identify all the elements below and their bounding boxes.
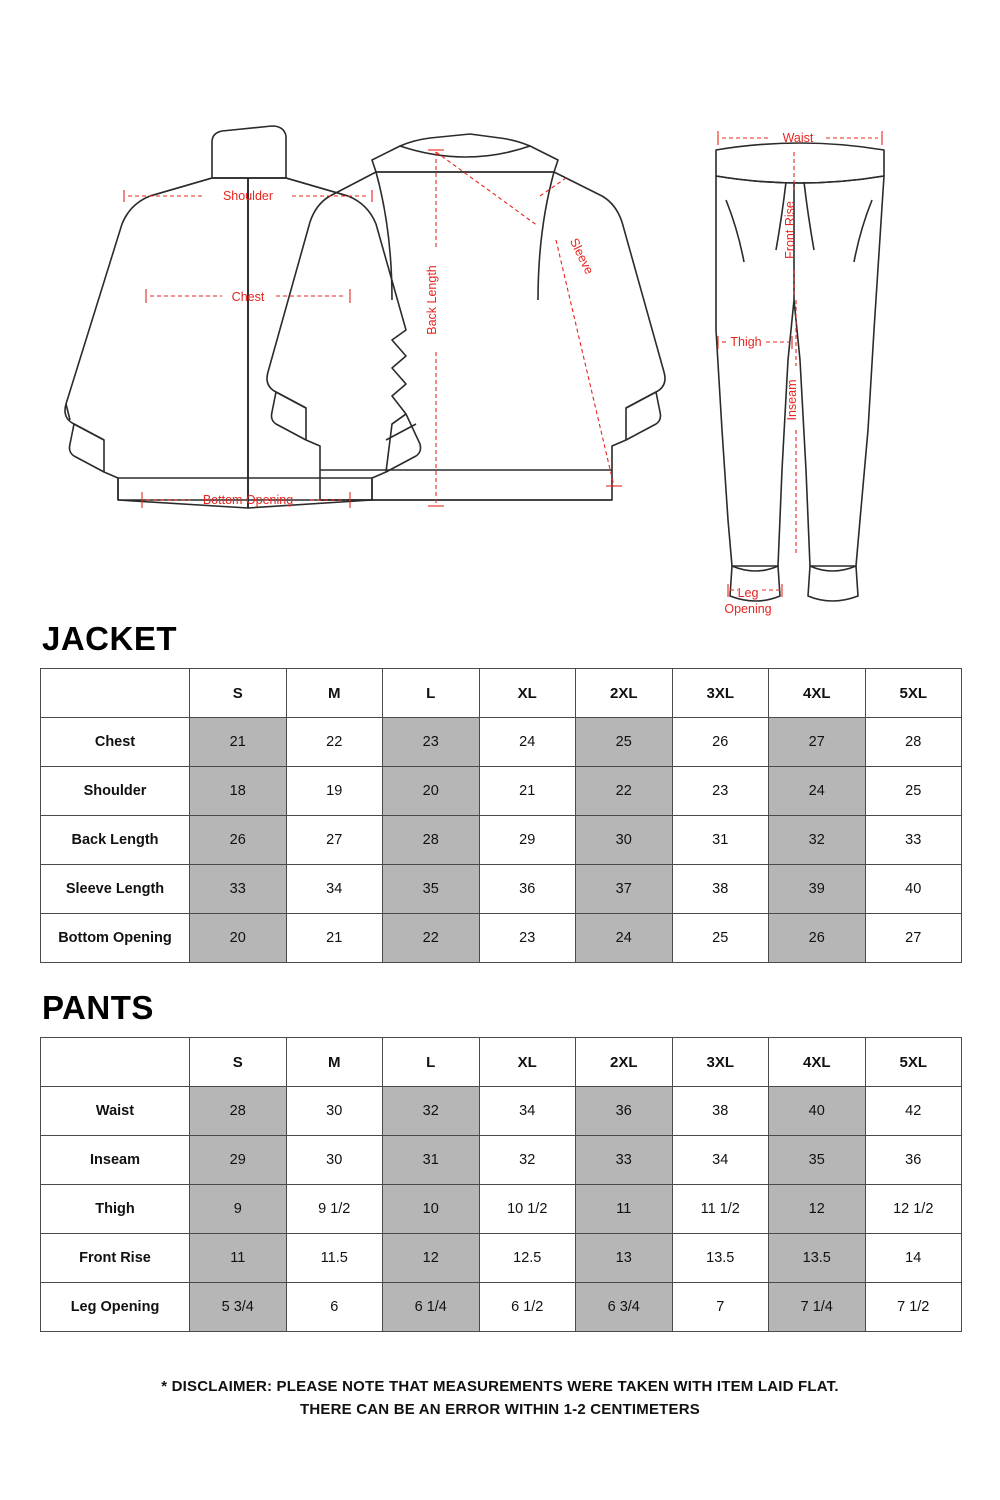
pants-cell: 32 xyxy=(383,1087,480,1136)
jacket-cell: 25 xyxy=(865,767,962,816)
jacket-cell: 25 xyxy=(672,914,769,963)
disclaimer-line-1: * DISCLAIMER: PLEASE NOTE THAT MEASUREMENTS WERE TAKEN WITH ITEM LAID FLAT. xyxy=(161,1378,839,1395)
jacket-header-corner xyxy=(41,669,190,718)
pants-cell: 7 1/4 xyxy=(769,1283,866,1332)
jacket-cell: 40 xyxy=(865,865,962,914)
jacket-cell: 37 xyxy=(576,865,673,914)
table-row xyxy=(41,914,962,963)
jacket-header-2xl: 2XL xyxy=(576,669,673,718)
jacket-cell: 25 xyxy=(576,718,673,767)
jacket-cell: 32 xyxy=(769,816,866,865)
pants-cell: 14 xyxy=(865,1234,962,1283)
pants-cell: 42 xyxy=(865,1087,962,1136)
jacket-cell: 27 xyxy=(865,914,962,963)
pants-cell: 30 xyxy=(286,1136,383,1185)
pants-cell: 10 xyxy=(383,1185,480,1234)
pants-cell: 38 xyxy=(672,1087,769,1136)
pants-cell: 11 xyxy=(576,1185,673,1234)
pants-cell: 35 xyxy=(769,1136,866,1185)
jacket-cell: 22 xyxy=(576,767,673,816)
label-shoulder: Shoulder xyxy=(222,189,274,203)
pants-cell: 29 xyxy=(190,1136,287,1185)
pants-header-3xl: 3XL xyxy=(672,1038,769,1087)
pants-cell: 6 1/4 xyxy=(383,1283,480,1332)
pants-cell: 12 1/2 xyxy=(865,1185,962,1234)
pants-row-label-thigh: Thigh xyxy=(41,1185,190,1234)
jacket-cell: 26 xyxy=(769,914,866,963)
jacket-cell: 31 xyxy=(672,816,769,865)
pants-header-2xl: 2XL xyxy=(576,1038,673,1087)
garment-diagram-area xyxy=(0,0,1000,620)
pants-cell: 7 xyxy=(672,1283,769,1332)
table-row xyxy=(41,816,962,865)
pants-cell: 12.5 xyxy=(479,1234,576,1283)
pants-header-xl: XL xyxy=(479,1038,576,1087)
pants-cell: 34 xyxy=(479,1087,576,1136)
jacket-cell: 28 xyxy=(865,718,962,767)
disclaimer-line-2: THERE CAN BE AN ERROR WITHIN 1-2 CENTIMETERS xyxy=(300,1400,700,1418)
jacket-row-label-shoulder: Shoulder xyxy=(41,767,190,816)
jacket-cell: 21 xyxy=(286,914,383,963)
jacket-cell: 30 xyxy=(576,816,673,865)
garment-diagram-svg xyxy=(0,0,1000,620)
table-row xyxy=(41,718,962,767)
jacket-header-5xl: 5XL xyxy=(865,669,962,718)
jacket-cell: 24 xyxy=(769,767,866,816)
pants-cell: 33 xyxy=(576,1136,673,1185)
jacket-cell: 21 xyxy=(479,767,576,816)
label-bottom-opening: Bottom Opening xyxy=(202,493,294,507)
table-header-row xyxy=(41,1038,962,1087)
pants-header-s: S xyxy=(190,1038,287,1087)
pants-cell: 28 xyxy=(190,1087,287,1136)
jacket-cell: 36 xyxy=(479,865,576,914)
pants-cell: 12 xyxy=(383,1234,480,1283)
table-row xyxy=(41,1185,962,1234)
pants-row-label-inseam: Inseam xyxy=(41,1136,190,1185)
pants-header-m: M xyxy=(286,1038,383,1087)
pants-cell: 34 xyxy=(672,1136,769,1185)
jacket-cell: 20 xyxy=(190,914,287,963)
pants-header-corner xyxy=(41,1038,190,1087)
pants-cell: 13.5 xyxy=(769,1234,866,1283)
pants-header-4xl: 4XL xyxy=(769,1038,866,1087)
pants-cell: 31 xyxy=(383,1136,480,1185)
pants-cell: 7 1/2 xyxy=(865,1283,962,1332)
pants-cell: 6 1/2 xyxy=(479,1283,576,1332)
jacket-cell: 19 xyxy=(286,767,383,816)
label-inseam: Inseam xyxy=(785,379,799,421)
table-row xyxy=(41,1136,962,1185)
label-thigh: Thigh xyxy=(730,335,762,349)
pants-illustration xyxy=(716,143,884,601)
jacket-header-m: M xyxy=(286,669,383,718)
jacket-cell: 26 xyxy=(672,718,769,767)
pants-cell: 9 xyxy=(190,1185,287,1234)
label-leg-opening-line2: Opening xyxy=(724,602,772,616)
pants-size-table xyxy=(40,1037,962,1332)
pants-row-label-waist: Waist xyxy=(41,1087,190,1136)
jacket-header-l: L xyxy=(383,669,480,718)
pants-cell: 30 xyxy=(286,1087,383,1136)
pants-cell: 13 xyxy=(576,1234,673,1283)
pants-cell: 32 xyxy=(479,1136,576,1185)
jacket-size-table xyxy=(40,668,962,963)
jacket-cell: 34 xyxy=(286,865,383,914)
jacket-cell: 21 xyxy=(190,718,287,767)
jacket-cell: 24 xyxy=(576,914,673,963)
jacket-header-3xl: 3XL xyxy=(672,669,769,718)
pants-cell: 6 xyxy=(286,1283,383,1332)
jacket-row-label-back-length: Back Length xyxy=(41,816,190,865)
disclaimer xyxy=(0,1376,1000,1421)
jacket-cell: 18 xyxy=(190,767,287,816)
jacket-row-label-sleeve-length: Sleeve Length xyxy=(41,865,190,914)
pants-cell: 36 xyxy=(576,1087,673,1136)
jacket-cell: 26 xyxy=(190,816,287,865)
pants-cell: 10 1/2 xyxy=(479,1185,576,1234)
jacket-cell: 24 xyxy=(479,718,576,767)
table-row xyxy=(41,1283,962,1332)
jacket-header-xl: XL xyxy=(479,669,576,718)
jacket-cell: 27 xyxy=(286,816,383,865)
pants-cell: 36 xyxy=(865,1136,962,1185)
pants-cell: 11 xyxy=(190,1234,287,1283)
jacket-section-title: JACKET xyxy=(42,620,178,657)
jacket-front-illustration xyxy=(65,126,421,508)
pants-row-label-leg-opening: Leg Opening xyxy=(41,1283,190,1332)
jacket-cell: 23 xyxy=(479,914,576,963)
jacket-row-label-bottom-opening: Bottom Opening xyxy=(41,914,190,963)
pants-section-title: PANTS xyxy=(42,989,154,1026)
pants-cell: 40 xyxy=(769,1087,866,1136)
label-leg-opening-line1: Leg xyxy=(737,586,759,600)
label-front-rise: Front Rise xyxy=(783,201,797,259)
jacket-cell: 22 xyxy=(286,718,383,767)
pants-cell: 12 xyxy=(769,1185,866,1234)
jacket-cell: 38 xyxy=(672,865,769,914)
pants-row-label-front-rise: Front Rise xyxy=(41,1234,190,1283)
jacket-cell: 27 xyxy=(769,718,866,767)
jacket-cell: 39 xyxy=(769,865,866,914)
label-sleeve: Sleeve xyxy=(566,235,597,277)
pants-header-5xl: 5XL xyxy=(865,1038,962,1087)
jacket-cell: 20 xyxy=(383,767,480,816)
label-chest: Chest xyxy=(231,290,265,304)
jacket-cell: 35 xyxy=(383,865,480,914)
jacket-cell: 23 xyxy=(672,767,769,816)
table-row xyxy=(41,1087,962,1136)
table-header-row xyxy=(41,669,962,718)
jacket-cell: 22 xyxy=(383,914,480,963)
label-waist: Waist xyxy=(782,131,814,145)
jacket-header-s: S xyxy=(190,669,287,718)
jacket-header-4xl: 4XL xyxy=(769,669,866,718)
pants-cell: 11 1/2 xyxy=(672,1185,769,1234)
jacket-cell: 23 xyxy=(383,718,480,767)
pants-cell: 6 3/4 xyxy=(576,1283,673,1332)
table-row xyxy=(41,1234,962,1283)
jacket-cell: 29 xyxy=(479,816,576,865)
pants-cell: 5 3/4 xyxy=(190,1283,287,1332)
table-row xyxy=(41,767,962,816)
table-row xyxy=(41,865,962,914)
jacket-cell: 28 xyxy=(383,816,480,865)
pants-cell: 11.5 xyxy=(286,1234,383,1283)
pants-cell: 9 1/2 xyxy=(286,1185,383,1234)
label-back-length: Back Length xyxy=(425,265,439,335)
jacket-cell: 33 xyxy=(190,865,287,914)
pants-cell: 13.5 xyxy=(672,1234,769,1283)
pants-header-l: L xyxy=(383,1038,480,1087)
jacket-cell: 33 xyxy=(865,816,962,865)
jacket-back-illustration xyxy=(267,134,665,500)
jacket-row-label-chest: Chest xyxy=(41,718,190,767)
